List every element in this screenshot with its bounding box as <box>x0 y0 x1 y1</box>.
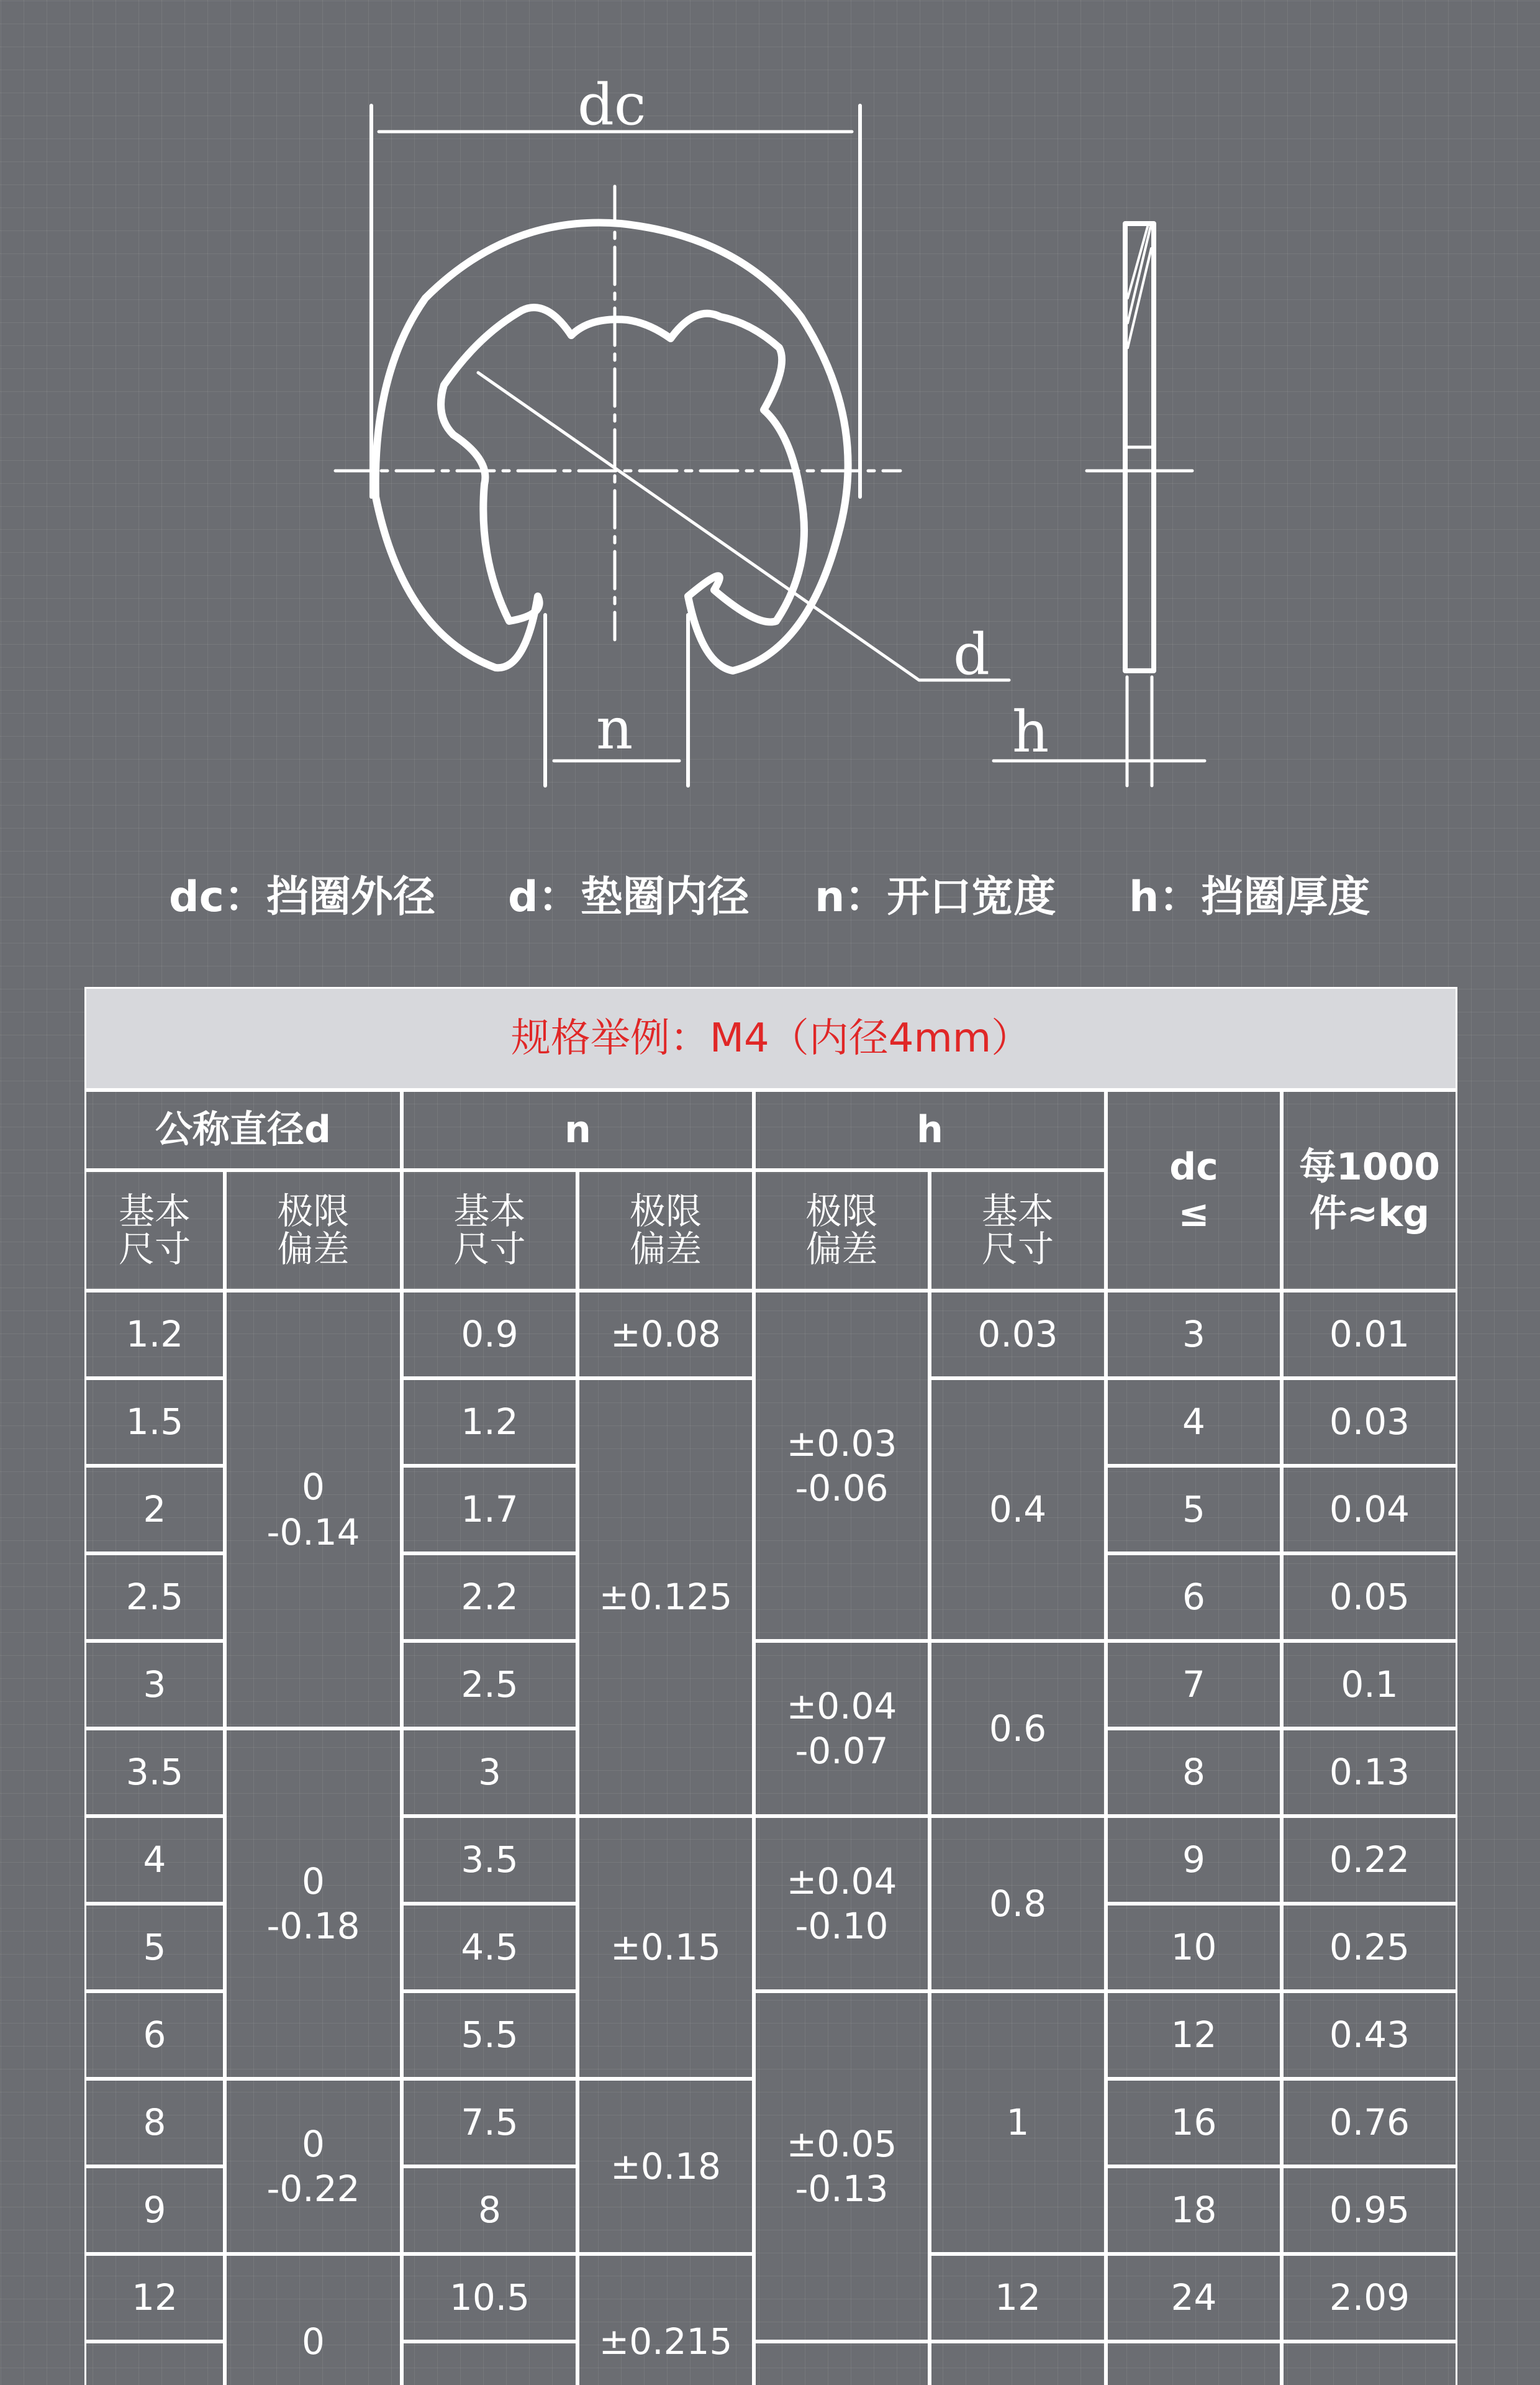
weight-cell: 0.01 <box>1282 1291 1457 1378</box>
weight-cell: 0.95 <box>1282 2166 1457 2254</box>
weight-cell: 0.76 <box>1282 2079 1457 2166</box>
n-label: n <box>596 696 633 762</box>
h-basic-cell: 0.6 <box>930 1641 1106 1816</box>
h-basic-cell <box>930 2342 1106 2385</box>
legend-n: n：开口宽度 <box>815 873 1056 922</box>
weight-cell: 2.09 <box>1282 2254 1457 2342</box>
n-tolerance-cell: ±0.125 <box>578 1378 754 1816</box>
n-basic-cell: 8 <box>402 2166 578 2254</box>
spec-table <box>84 987 1457 2385</box>
subheader-n-tolerance: 极限 偏差 <box>578 1170 754 1291</box>
n-basic-cell: 3 <box>402 1729 578 1816</box>
n-basic-cell: 2.5 <box>402 1641 578 1729</box>
h-basic-cell: 0.8 <box>930 1816 1106 1991</box>
h-tolerance-cell: ±0.05 -0.13 <box>754 1991 930 2342</box>
dc-cell: 6 <box>1106 1553 1282 1641</box>
header-dc: dc ≤ <box>1106 1090 1282 1291</box>
subheader-n-basic: 基本 尺寸 <box>402 1170 578 1291</box>
n-basic-cell: 7.5 <box>402 2079 578 2166</box>
dc-cell: 7 <box>1106 1641 1282 1729</box>
subheader-h-tolerance: 极限 偏差 <box>754 1170 930 1291</box>
h-tolerance-cell: ±0.03 -0.06 <box>754 1291 930 1641</box>
n-basic-cell: 2.2 <box>402 1553 578 1641</box>
n-tolerance-cell: ±0.08 <box>578 1291 754 1378</box>
dc-cell: 18 <box>1106 2166 1282 2254</box>
dc-cell: 4 <box>1106 1378 1282 1466</box>
dimension-legend <box>0 863 1540 932</box>
d-basic-cell: 12 <box>84 2254 225 2342</box>
weight-cell <box>1282 2342 1457 2385</box>
h-basic-cell: 12 <box>930 2254 1106 2342</box>
header-weight: 每1000 件≈kg <box>1282 1090 1457 1291</box>
dc-cell: 8 <box>1106 1729 1282 1816</box>
d-basic-cell: 1.5 <box>84 1378 225 1466</box>
d-basic-cell: 2 <box>84 1466 225 1553</box>
d-basic-cell: 4 <box>84 1816 225 1904</box>
d-tolerance-cell: 0 -0.18 <box>225 1729 402 2079</box>
weight-cell: 0.03 <box>1282 1378 1457 1466</box>
d-basic-cell: 5 <box>84 1904 225 1991</box>
n-basic-cell: 1.2 <box>402 1378 578 1466</box>
d-basic-cell: 3 <box>84 1641 225 1729</box>
dc-cell: 24 <box>1106 2254 1282 2342</box>
d-basic-cell: 8 <box>84 2079 225 2166</box>
weight-cell: 0.05 <box>1282 1553 1457 1641</box>
d-tolerance-cell: 0 -0.22 <box>225 2079 402 2254</box>
legend-dc: dc：挡圈外径 <box>169 873 435 922</box>
n-basic-cell: 1.7 <box>402 1466 578 1553</box>
side-view-hatch-1 <box>1128 248 1151 348</box>
header-h: h <box>754 1090 1106 1170</box>
h-tolerance-cell <box>754 2342 930 2385</box>
n-basic-cell: 4.5 <box>402 1904 578 1991</box>
n-tolerance-cell: ±0.18 <box>578 2079 754 2254</box>
n-tolerance-cell: ±0.15 <box>578 1816 754 2079</box>
weight-cell: 0.43 <box>1282 1991 1457 2079</box>
dc-cell: 16 <box>1106 2079 1282 2166</box>
side-view-hatch-2 <box>1128 224 1151 323</box>
d-tolerance-cell: 0 <box>225 2254 402 2385</box>
d-basic-cell: 6 <box>84 1991 225 2079</box>
header-n: n <box>402 1090 754 1170</box>
d-basic-cell: 1.2 <box>84 1291 225 1378</box>
d-basic-cell <box>84 2342 225 2385</box>
dc-cell: 3 <box>1106 1291 1282 1378</box>
dc-label: dc <box>578 71 646 138</box>
n-basic-cell: 10.5 <box>402 2254 578 2342</box>
dc-cell: 9 <box>1106 1816 1282 1904</box>
weight-cell: 0.22 <box>1282 1816 1457 1904</box>
h-basic-cell: 1 <box>930 1991 1106 2254</box>
n-tolerance-cell: ±0.215 <box>578 2254 754 2385</box>
header-nominal-diameter: 公称直径d <box>84 1090 402 1170</box>
retaining-ring-drawing <box>0 0 1540 820</box>
dc-cell: 5 <box>1106 1466 1282 1553</box>
n-basic-cell: 5.5 <box>402 1991 578 2079</box>
subheader-d-basic: 基本 尺寸 <box>84 1170 225 1291</box>
ring-outline <box>376 223 848 671</box>
subheader-d-tolerance: 极限 偏差 <box>225 1170 402 1291</box>
side-view-hatch-3 <box>1128 227 1148 298</box>
n-basic-cell <box>402 2342 578 2385</box>
dc-cell <box>1106 2342 1282 2385</box>
h-tolerance-cell: ±0.04 -0.07 <box>754 1641 930 1816</box>
weight-cell: 0.25 <box>1282 1904 1457 1991</box>
legend-h: h：挡圈厚度 <box>1129 873 1370 922</box>
weight-cell: 0.1 <box>1282 1641 1457 1729</box>
d-tolerance-cell: 0 -0.14 <box>225 1291 402 1729</box>
weight-cell: 0.04 <box>1282 1466 1457 1553</box>
h-basic-cell: 0.4 <box>930 1378 1106 1641</box>
weight-cell: 0.13 <box>1282 1729 1457 1816</box>
legend-d: d：垫圈内径 <box>508 873 750 922</box>
d-label: d <box>953 621 990 688</box>
table-title: 规格举例：M4（内径4mm） <box>84 987 1457 1090</box>
d-basic-cell: 9 <box>84 2166 225 2254</box>
h-label: h <box>1012 699 1049 765</box>
n-basic-cell: 0.9 <box>402 1291 578 1378</box>
dc-cell: 10 <box>1106 1904 1282 1991</box>
d-basic-cell: 2.5 <box>84 1553 225 1641</box>
h-tolerance-cell: ±0.04 -0.10 <box>754 1816 930 1991</box>
dc-cell: 12 <box>1106 1991 1282 2079</box>
d-basic-cell: 3.5 <box>84 1729 225 1816</box>
h-basic-cell: 0.03 <box>930 1291 1106 1378</box>
subheader-h-basic: 基本 尺寸 <box>930 1170 1106 1291</box>
n-basic-cell: 3.5 <box>402 1816 578 1904</box>
